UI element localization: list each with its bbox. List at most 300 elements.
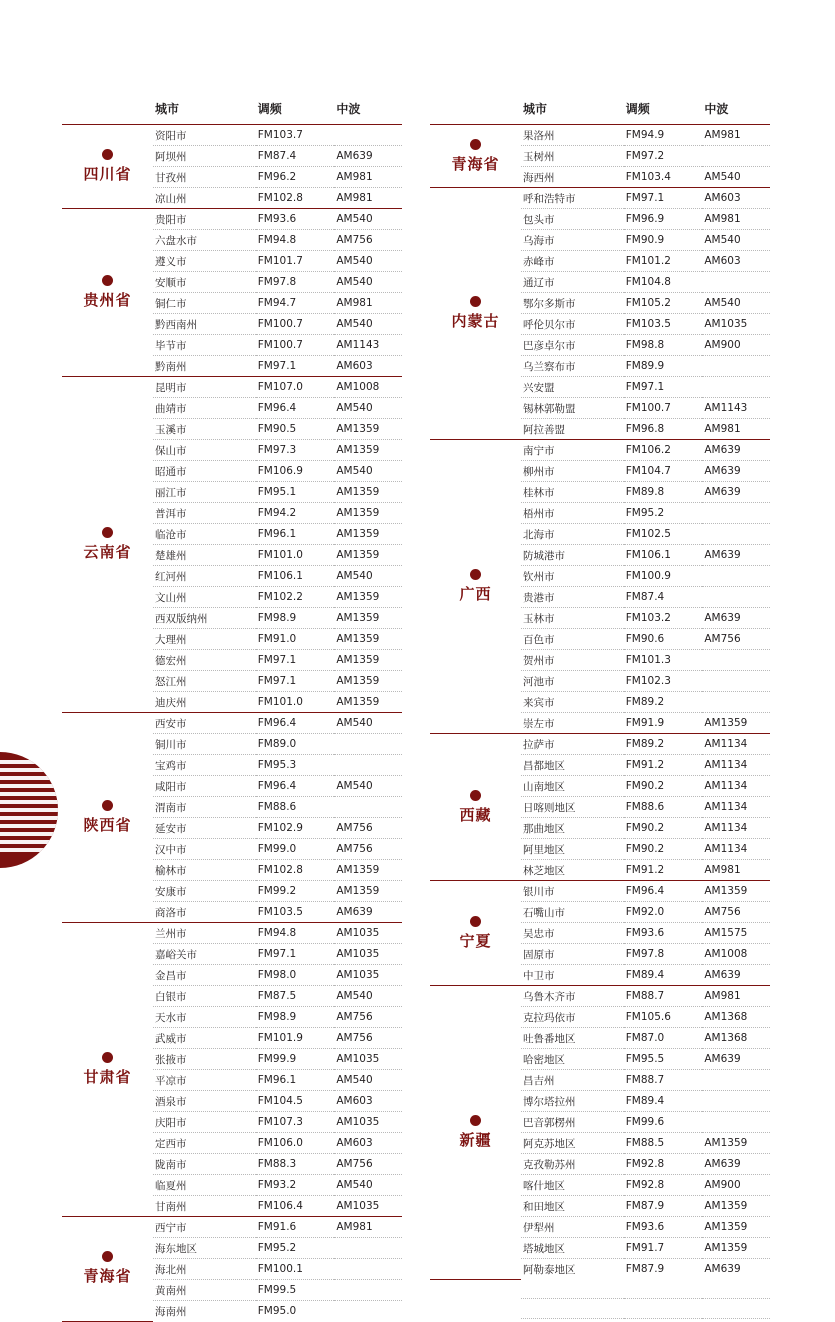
fm-frequency: FM102.8 xyxy=(256,188,335,209)
city-name: 巴音郭楞州 xyxy=(521,1112,624,1133)
fm-frequency: FM98.9 xyxy=(256,608,335,629)
fm-frequency: FM100.7 xyxy=(256,314,335,335)
fm-frequency: FM95.3 xyxy=(256,755,335,776)
fm-frequency: FM88.7 xyxy=(624,1070,703,1091)
fm-frequency: FM97.3 xyxy=(256,440,335,461)
fm-frequency: FM98.9 xyxy=(256,1007,335,1028)
city-name: 吴忠市 xyxy=(521,923,624,944)
fm-frequency: FM96.4 xyxy=(256,713,335,734)
city-name: 梧州市 xyxy=(521,503,624,524)
fm-frequency: FM100.7 xyxy=(624,398,703,419)
table-row xyxy=(62,377,402,398)
province-name: 甘肃省 xyxy=(83,1068,132,1087)
fm-frequency: FM94.8 xyxy=(256,230,335,251)
fm-frequency: FM96.8 xyxy=(624,419,703,440)
fm-frequency: FM90.2 xyxy=(624,839,703,860)
city-name: 安康市 xyxy=(153,881,256,902)
am-frequency: AM603 xyxy=(702,188,770,209)
fm-frequency: FM103.5 xyxy=(256,902,335,923)
province-cell xyxy=(62,923,153,1217)
am-frequency xyxy=(334,125,402,146)
province-name: 宁夏 xyxy=(459,931,492,950)
province-name: 青海省 xyxy=(83,1267,132,1286)
am-frequency: AM540 xyxy=(334,398,402,419)
province-bullet-icon xyxy=(470,139,481,150)
fm-frequency: FM102.9 xyxy=(256,818,335,839)
am-frequency: AM540 xyxy=(334,1070,402,1091)
fm-frequency: FM100.1 xyxy=(256,1259,335,1280)
am-frequency xyxy=(334,734,402,755)
fm-frequency: FM101.9 xyxy=(256,1028,335,1049)
province-name: 贵州省 xyxy=(83,291,132,310)
province-bullet-icon xyxy=(102,800,113,811)
am-frequency: AM1359 xyxy=(334,503,402,524)
am-frequency xyxy=(702,650,770,671)
am-frequency: AM1359 xyxy=(334,440,402,461)
fm-frequency: FM106.1 xyxy=(256,566,335,587)
fm-frequency: FM98.8 xyxy=(624,335,703,356)
am-frequency: AM756 xyxy=(334,839,402,860)
empty-cell xyxy=(430,1279,521,1299)
am-frequency: AM1035 xyxy=(334,944,402,965)
city-name: 安顺市 xyxy=(153,272,256,293)
fm-frequency: FM97.8 xyxy=(256,272,335,293)
city-name: 商洛市 xyxy=(153,902,256,923)
table-left-header-row xyxy=(62,96,402,125)
fm-frequency: FM90.2 xyxy=(624,776,703,797)
decorative-bars xyxy=(0,760,58,860)
am-frequency xyxy=(702,503,770,524)
am-frequency: AM639 xyxy=(702,482,770,503)
am-frequency: AM1143 xyxy=(702,398,770,419)
am-frequency: AM1134 xyxy=(702,818,770,839)
province-name: 陕西省 xyxy=(83,816,132,835)
city-name: 西安市 xyxy=(153,713,256,734)
city-name: 石嘴山市 xyxy=(521,902,624,923)
am-frequency xyxy=(334,1280,402,1301)
city-name: 铜仁市 xyxy=(153,293,256,314)
city-name: 兴安盟 xyxy=(521,377,624,398)
am-frequency: AM981 xyxy=(702,860,770,881)
fm-frequency: FM104.8 xyxy=(624,272,703,293)
province-cell xyxy=(430,440,521,734)
province-bullet-icon xyxy=(102,527,113,538)
city-name: 包头市 xyxy=(521,209,624,230)
city-name: 渭南市 xyxy=(153,797,256,818)
city-name: 德宏州 xyxy=(153,650,256,671)
fm-frequency: FM102.8 xyxy=(256,860,335,881)
table-left-body xyxy=(62,125,402,1322)
city-name: 吐鲁番地区 xyxy=(521,1028,624,1049)
city-name: 红河州 xyxy=(153,566,256,587)
fm-frequency: FM93.2 xyxy=(256,1175,335,1196)
am-frequency: AM1035 xyxy=(702,314,770,335)
city-name: 贵港市 xyxy=(521,587,624,608)
am-frequency: AM540 xyxy=(334,776,402,797)
fm-frequency: FM95.2 xyxy=(624,503,703,524)
province-name: 新疆 xyxy=(459,1130,492,1149)
am-frequency xyxy=(702,1091,770,1112)
am-frequency: AM1134 xyxy=(702,755,770,776)
city-name: 哈密地区 xyxy=(521,1049,624,1070)
province-cell xyxy=(62,377,153,713)
city-name: 中卫市 xyxy=(521,965,624,986)
table-left-head xyxy=(62,96,402,125)
city-name: 曲靖市 xyxy=(153,398,256,419)
fm-frequency: FM88.6 xyxy=(624,797,703,818)
am-frequency: AM639 xyxy=(702,461,770,482)
fm-frequency: FM89.8 xyxy=(624,482,703,503)
table-row xyxy=(62,713,402,734)
am-frequency: AM1359 xyxy=(334,587,402,608)
fm-frequency: FM88.3 xyxy=(256,1154,335,1175)
city-name: 那曲地区 xyxy=(521,818,624,839)
am-frequency: AM639 xyxy=(704,1263,741,1275)
city-name: 玉林市 xyxy=(521,608,624,629)
city-name: 临沧市 xyxy=(153,524,256,545)
am-frequency xyxy=(702,356,770,377)
city-name: 文山州 xyxy=(153,587,256,608)
fm-frequency: FM92.8 xyxy=(624,1175,703,1196)
fm-frequency: FM107.3 xyxy=(256,1112,335,1133)
am-frequency: AM639 xyxy=(334,902,402,923)
city-name: 六盘水市 xyxy=(153,230,256,251)
fm-frequency: FM93.6 xyxy=(256,209,335,230)
am-frequency: AM1359 xyxy=(334,524,402,545)
table-left xyxy=(62,96,402,1322)
fm-frequency: FM96.2 xyxy=(256,167,335,188)
city-name: 桂林市 xyxy=(521,482,624,503)
city-name: 西宁市 xyxy=(153,1217,256,1238)
province-cell xyxy=(430,986,521,1280)
am-frequency xyxy=(702,146,770,167)
table-row xyxy=(62,1217,402,1238)
fm-frequency: FM93.6 xyxy=(624,923,703,944)
am-frequency: AM1008 xyxy=(334,377,402,398)
am-frequency: AM1143 xyxy=(334,335,402,356)
province-bullet-icon xyxy=(470,790,481,801)
am-frequency: AM1359 xyxy=(702,881,770,902)
fm-frequency: FM94.2 xyxy=(256,503,335,524)
empty-cell xyxy=(702,1279,770,1299)
am-frequency: AM540 xyxy=(702,230,770,251)
fm-frequency: FM103.2 xyxy=(624,608,703,629)
city-name: 保山市 xyxy=(153,440,256,461)
city-name: 庆阳市 xyxy=(153,1112,256,1133)
city-name: 百色市 xyxy=(521,629,624,650)
am-frequency xyxy=(702,671,770,692)
city-name: 和田地区 xyxy=(521,1196,624,1217)
fm-frequency: FM97.8 xyxy=(624,944,703,965)
province-cell xyxy=(62,713,153,923)
fm-frequency: FM97.2 xyxy=(624,146,703,167)
city-name: 钦州市 xyxy=(521,566,624,587)
city-name: 乌鲁木齐市 xyxy=(521,986,624,1007)
city-name: 黄南州 xyxy=(153,1280,256,1301)
city-name: 喀什地区 xyxy=(521,1175,624,1196)
fm-frequency: FM99.6 xyxy=(624,1112,703,1133)
fm-frequency: FM102.3 xyxy=(624,671,703,692)
am-frequency: AM1134 xyxy=(702,797,770,818)
am-frequency: AM756 xyxy=(334,818,402,839)
fm-frequency: FM96.4 xyxy=(256,776,335,797)
city-name: 乌海市 xyxy=(521,230,624,251)
header-city: 城市 xyxy=(521,96,624,125)
city-name: 咸阳市 xyxy=(153,776,256,797)
am-frequency: AM1359 xyxy=(702,1217,770,1238)
am-frequency: AM756 xyxy=(702,629,770,650)
fm-frequency: FM99.0 xyxy=(256,839,335,860)
city-name: 资阳市 xyxy=(153,125,256,146)
province-name: 广西 xyxy=(459,585,492,604)
frequency-table-left xyxy=(62,96,402,1322)
am-frequency xyxy=(702,587,770,608)
table-row xyxy=(430,881,770,902)
fm-frequency: FM106.4 xyxy=(256,1196,335,1217)
city-name: 呼伦贝尔市 xyxy=(521,314,624,335)
fm-frequency: FM106.2 xyxy=(624,440,703,461)
empty-cell xyxy=(521,1279,624,1299)
city-name: 海东地区 xyxy=(153,1238,256,1259)
am-frequency xyxy=(702,692,770,713)
am-frequency: AM540 xyxy=(334,986,402,1007)
am-frequency: AM1359 xyxy=(334,671,402,692)
am-frequency: AM603 xyxy=(702,251,770,272)
fm-frequency: FM96.1 xyxy=(256,524,335,545)
am-frequency: AM639 xyxy=(702,1154,770,1175)
table-right-head xyxy=(430,96,770,125)
am-frequency xyxy=(334,1238,402,1259)
fm-frequency: FM106.0 xyxy=(256,1133,335,1154)
city-name: 海南州 xyxy=(155,1305,187,1318)
fm-frequency: FM87.9 xyxy=(625,1263,665,1275)
city-name: 阿坝州 xyxy=(153,146,256,167)
fm-frequency: FM101.0 xyxy=(256,692,335,713)
fm-frequency: FM89.4 xyxy=(624,965,703,986)
city-name: 阿里地区 xyxy=(521,839,624,860)
province-bullet-icon xyxy=(102,149,113,160)
am-frequency: AM639 xyxy=(334,146,402,167)
am-frequency xyxy=(334,1259,402,1280)
am-frequency: AM1035 xyxy=(334,1049,402,1070)
fm-frequency: FM97.1 xyxy=(624,188,703,209)
fm-frequency: FM107.0 xyxy=(256,377,335,398)
city-name: 呼和浩特市 xyxy=(521,188,624,209)
city-name: 塔城地区 xyxy=(521,1238,624,1259)
city-name: 张掖市 xyxy=(153,1049,256,1070)
header-fm: 调频 xyxy=(256,96,335,125)
city-name: 大理州 xyxy=(153,629,256,650)
am-frequency: AM540 xyxy=(334,713,402,734)
am-frequency: AM1134 xyxy=(702,776,770,797)
am-frequency: AM756 xyxy=(334,230,402,251)
province-bullet-icon xyxy=(470,916,481,927)
fm-frequency: FM101.0 xyxy=(256,545,335,566)
am-frequency: AM1134 xyxy=(702,839,770,860)
city-name: 普洱市 xyxy=(153,503,256,524)
city-name: 拉萨市 xyxy=(521,734,624,755)
province-bullet-icon xyxy=(470,569,481,580)
am-frequency: AM756 xyxy=(702,902,770,923)
city-name: 毕节市 xyxy=(153,335,256,356)
fm-frequency: FM90.9 xyxy=(624,230,703,251)
am-frequency: AM540 xyxy=(334,566,402,587)
header-am: 中波 xyxy=(334,96,402,125)
city-name: 柳州市 xyxy=(521,461,624,482)
city-name: 玉树州 xyxy=(521,146,624,167)
am-frequency: AM900 xyxy=(702,1175,770,1196)
header-city: 城市 xyxy=(153,96,256,125)
city-name: 克孜勒苏州 xyxy=(521,1154,624,1175)
city-name: 昭通市 xyxy=(153,461,256,482)
province-cell xyxy=(430,125,521,188)
fm-frequency: FM91.9 xyxy=(624,713,703,734)
province-cell xyxy=(62,209,153,377)
am-frequency: AM1008 xyxy=(702,944,770,965)
am-frequency: AM981 xyxy=(702,125,770,146)
fm-frequency: FM89.4 xyxy=(624,1091,703,1112)
am-frequency xyxy=(702,566,770,587)
fm-frequency: FM95.0 xyxy=(257,1305,297,1317)
fm-frequency: FM97.1 xyxy=(624,377,703,398)
fm-frequency: FM101.7 xyxy=(256,251,335,272)
am-frequency: AM1359 xyxy=(334,692,402,713)
city-name: 贵阳市 xyxy=(153,209,256,230)
fm-frequency: FM97.1 xyxy=(256,671,335,692)
am-frequency: AM981 xyxy=(334,167,402,188)
fm-frequency: FM102.2 xyxy=(256,587,335,608)
city-name: 嘉峪关市 xyxy=(153,944,256,965)
city-name: 昆明市 xyxy=(153,377,256,398)
fm-frequency: FM95.2 xyxy=(256,1238,335,1259)
am-frequency: AM981 xyxy=(334,293,402,314)
province-bullet-icon xyxy=(102,1251,113,1262)
am-frequency: AM540 xyxy=(334,314,402,335)
am-frequency: AM1134 xyxy=(702,734,770,755)
province-name: 云南省 xyxy=(83,543,132,562)
table-row xyxy=(62,125,402,146)
city-name: 锡林郭勒盟 xyxy=(521,398,624,419)
fm-frequency: FM99.2 xyxy=(256,881,335,902)
am-frequency: AM756 xyxy=(334,1007,402,1028)
am-frequency: AM540 xyxy=(334,461,402,482)
decorative-corner-circle xyxy=(0,752,58,868)
fm-frequency: FM100.7 xyxy=(256,335,335,356)
fm-frequency: FM89.2 xyxy=(624,734,703,755)
fm-frequency: FM87.4 xyxy=(256,146,335,167)
city-name: 黔南州 xyxy=(153,356,256,377)
fm-frequency: FM95.5 xyxy=(624,1049,703,1070)
city-name: 果洛州 xyxy=(521,125,624,146)
fm-frequency: FM87.9 xyxy=(624,1196,703,1217)
city-name: 乌兰察布市 xyxy=(521,356,624,377)
city-name: 博尔塔拉州 xyxy=(521,1091,624,1112)
table-row xyxy=(430,986,770,1007)
city-name: 金昌市 xyxy=(153,965,256,986)
header-fm: 调频 xyxy=(624,96,703,125)
city-name: 固原市 xyxy=(521,944,624,965)
header-province xyxy=(430,96,521,125)
am-frequency: AM639 xyxy=(702,440,770,461)
city-name: 酒泉市 xyxy=(153,1091,256,1112)
am-frequency: AM1575 xyxy=(702,923,770,944)
fm-frequency: FM99.5 xyxy=(256,1280,335,1301)
city-name: 昌都地区 xyxy=(521,755,624,776)
am-frequency: AM1359 xyxy=(702,713,770,734)
table-row xyxy=(62,923,402,944)
city-name: 通辽市 xyxy=(521,272,624,293)
fm-frequency: FM94.9 xyxy=(624,125,703,146)
empty-cell xyxy=(430,1299,521,1319)
city-name: 白银市 xyxy=(153,986,256,1007)
province-name: 青海省 xyxy=(451,154,500,173)
city-name: 昌吉州 xyxy=(521,1070,624,1091)
province-bullet-icon xyxy=(102,1052,113,1063)
am-frequency: AM603 xyxy=(334,356,402,377)
am-frequency: AM756 xyxy=(334,1028,402,1049)
am-frequency: AM1359 xyxy=(702,1238,770,1259)
fm-frequency: FM90.6 xyxy=(624,629,703,650)
am-frequency: AM1359 xyxy=(334,650,402,671)
city-name: 南宁市 xyxy=(521,440,624,461)
table-right-header-row xyxy=(430,96,770,125)
province-cell xyxy=(430,188,521,440)
fm-frequency: FM103.7 xyxy=(256,125,335,146)
empty-cell xyxy=(624,1299,703,1319)
city-name: 贺州市 xyxy=(521,650,624,671)
am-frequency xyxy=(702,1070,770,1091)
city-name: 铜川市 xyxy=(153,734,256,755)
empty-cell xyxy=(521,1299,624,1319)
city-name: 甘孜州 xyxy=(153,167,256,188)
fm-frequency: FM106.1 xyxy=(624,545,703,566)
city-name: 迪庆州 xyxy=(153,692,256,713)
fm-frequency: FM95.1 xyxy=(256,482,335,503)
am-frequency xyxy=(702,377,770,398)
am-frequency: AM540 xyxy=(334,251,402,272)
city-name: 武威市 xyxy=(153,1028,256,1049)
am-frequency xyxy=(702,524,770,545)
am-frequency: AM639 xyxy=(702,608,770,629)
fm-frequency: FM103.5 xyxy=(624,314,703,335)
city-name: 兰州市 xyxy=(153,923,256,944)
city-name: 防城港市 xyxy=(521,545,624,566)
city-name: 玉溪市 xyxy=(153,419,256,440)
province-name: 西藏 xyxy=(459,805,492,824)
province-bullet-icon xyxy=(470,296,481,307)
table-row-empty xyxy=(430,1299,770,1319)
city-name: 丽江市 xyxy=(153,482,256,503)
am-frequency: AM981 xyxy=(702,419,770,440)
city-name: 河池市 xyxy=(521,671,624,692)
am-frequency: AM540 xyxy=(334,1175,402,1196)
province-bullet-icon xyxy=(470,1115,481,1126)
am-frequency: AM1359 xyxy=(702,1133,770,1154)
fm-frequency: FM91.0 xyxy=(256,629,335,650)
am-frequency: AM1359 xyxy=(334,482,402,503)
city-name: 银川市 xyxy=(521,881,624,902)
fm-frequency: FM91.2 xyxy=(624,860,703,881)
fm-frequency: FM100.9 xyxy=(624,566,703,587)
fm-frequency: FM105.6 xyxy=(624,1007,703,1028)
fm-frequency: FM87.4 xyxy=(624,587,703,608)
fm-frequency: FM87.0 xyxy=(624,1028,703,1049)
fm-frequency: FM96.9 xyxy=(624,209,703,230)
table-row xyxy=(430,440,770,461)
province-bullet-icon xyxy=(102,275,113,286)
fm-frequency: FM96.4 xyxy=(624,881,703,902)
city-name: 阿克苏地区 xyxy=(521,1133,624,1154)
